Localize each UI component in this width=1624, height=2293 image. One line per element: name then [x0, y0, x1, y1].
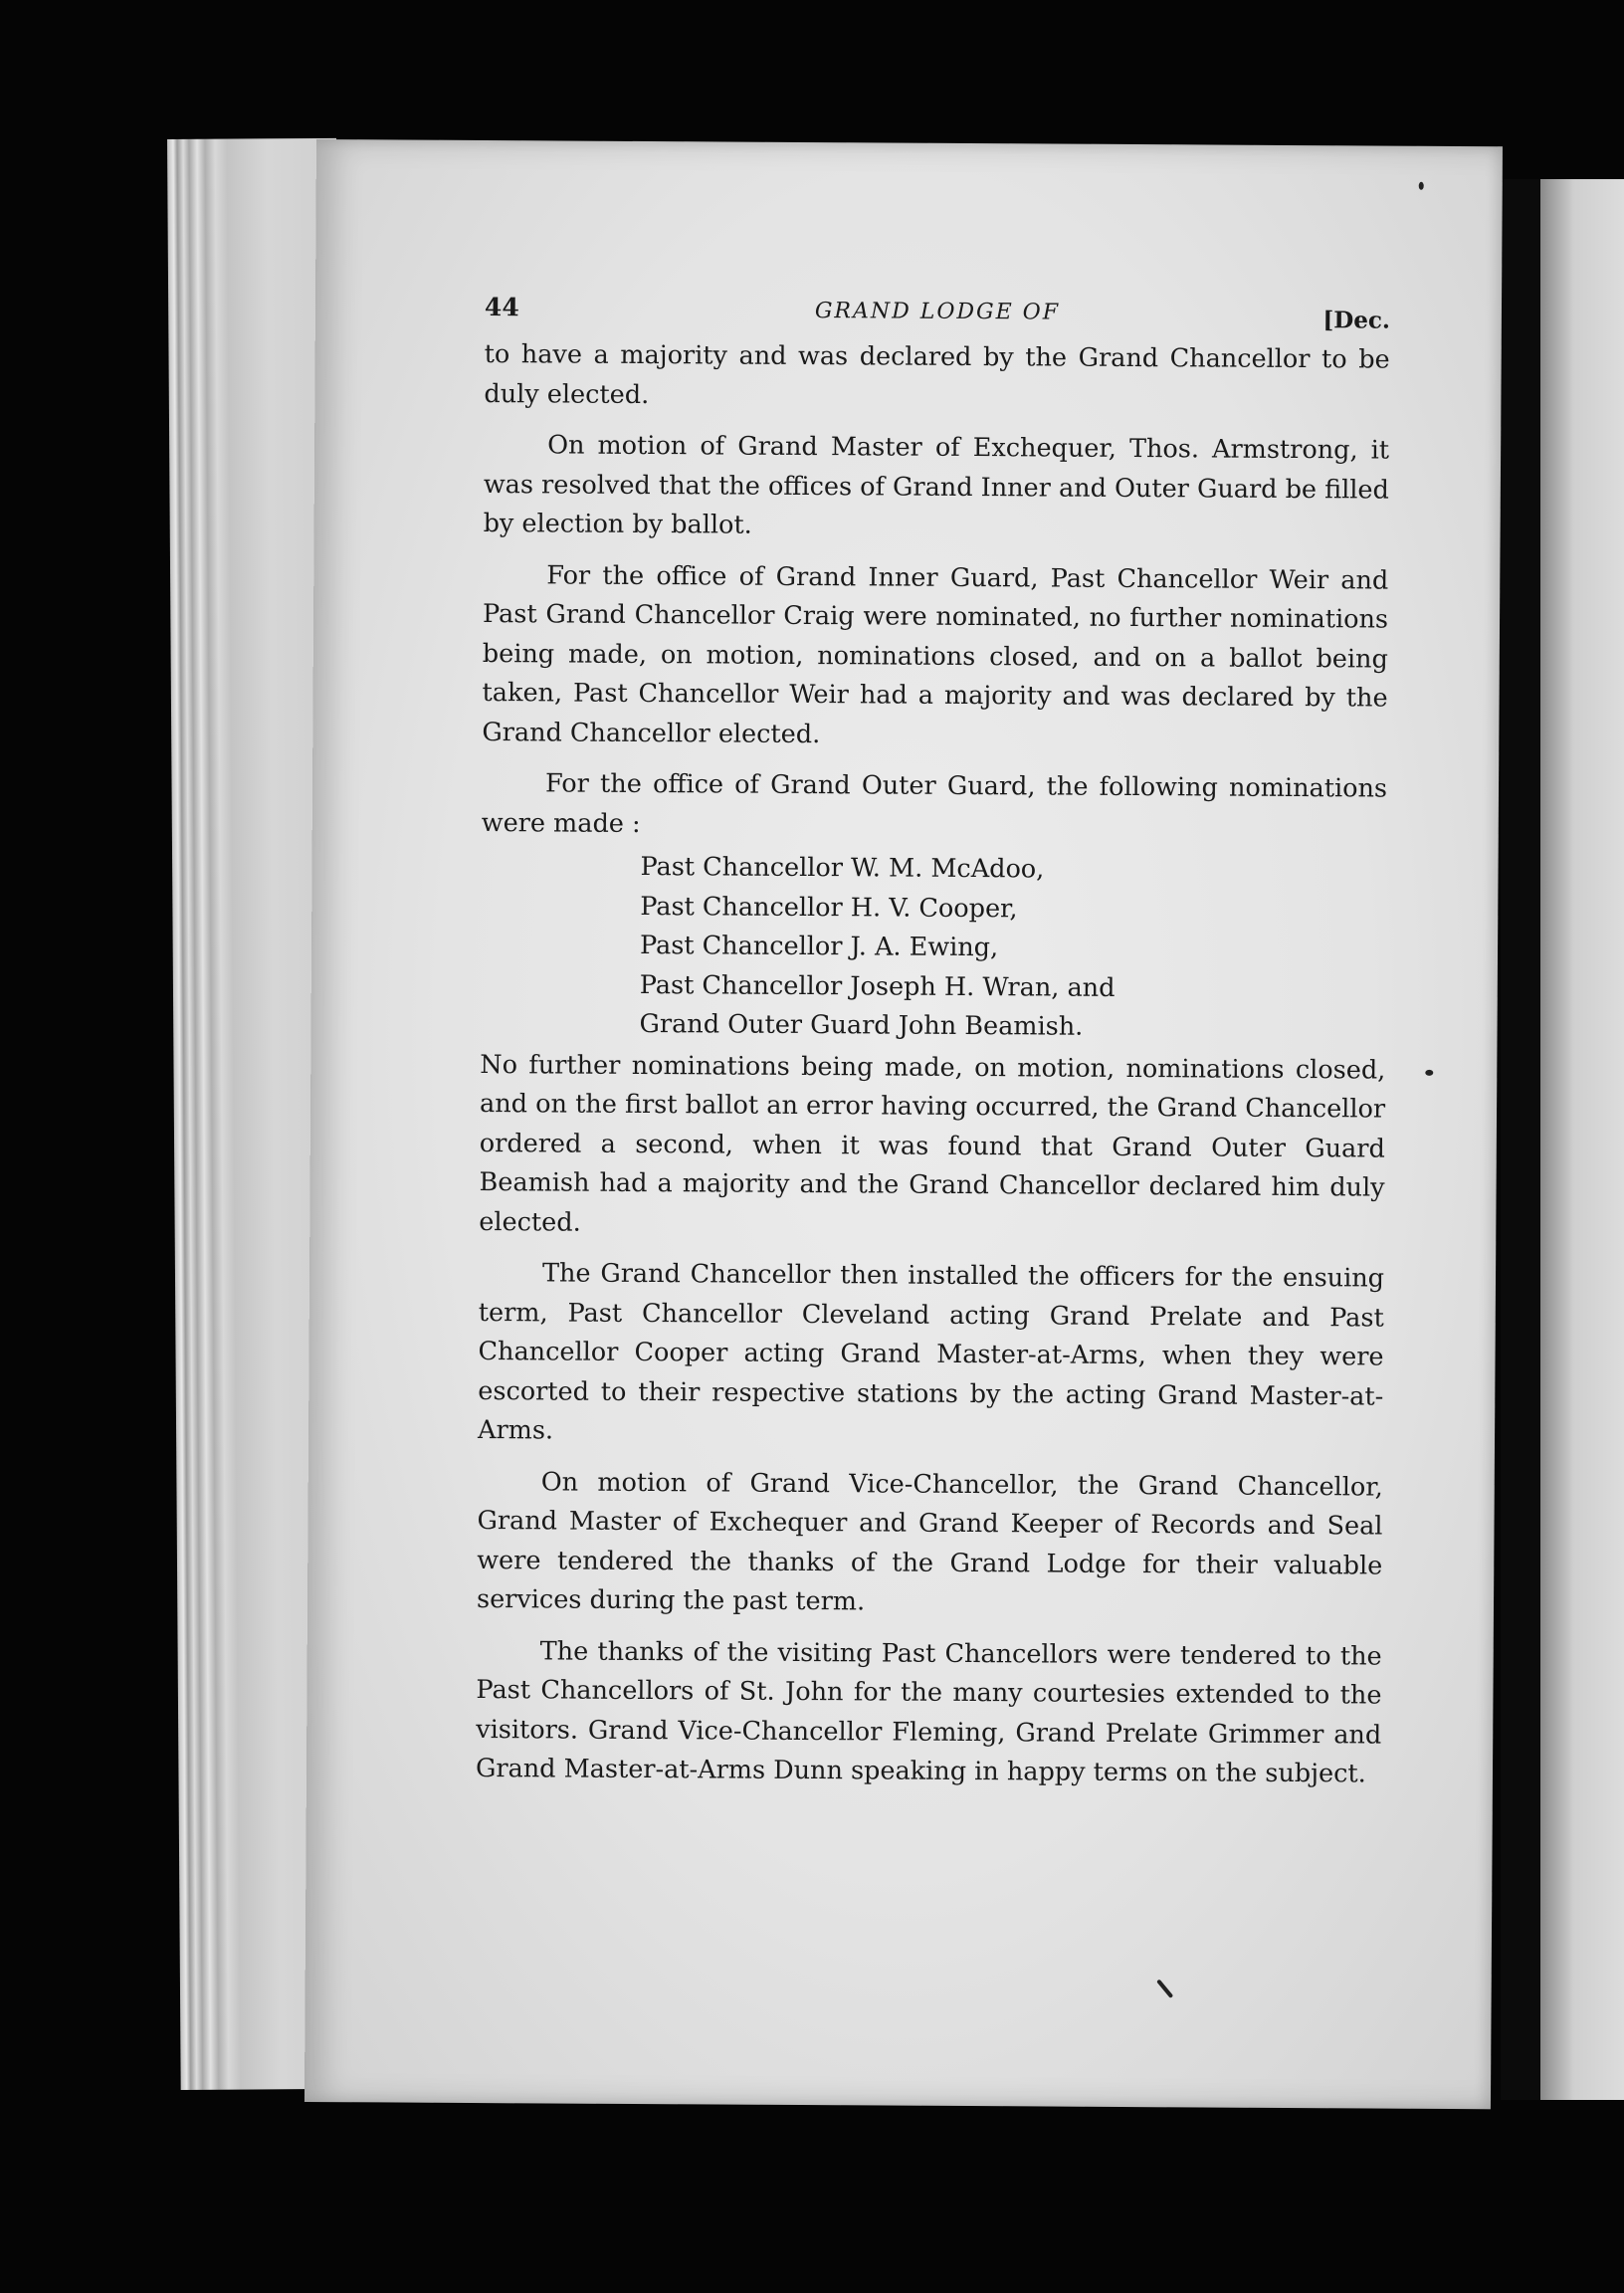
paragraph-5: No further nominations being made, on motion, nominations closed, and on the first ballot an error having occurred, the Grand Chancellor ordered a second, when it was found that Grand Outer Guard Beamish had a majority and the Grand Chancellor declared him duly elected. — [479, 1049, 1386, 1238]
facing-page-edge — [1540, 179, 1624, 2100]
paragraph-3: For the office of Grand Inner Guard, Past Chancellor Weir and Past Grand Chancellor Craig were nominated, no further nominations being made, on motion, nominations closed, and on a ballot being taken, Past Chancellor Weir had a majority and was declared by the Grand Chancellor elected. — [482, 559, 1389, 749]
nominee-item: Grand Outer Guard John Beamish. — [639, 1008, 1084, 1042]
nominee-item: Past Chancellor W. M. McAdoo, — [640, 852, 1045, 885]
ink-speck — [1156, 1979, 1173, 1997]
ink-speck — [1425, 1070, 1433, 1076]
nominee-item: Past Chancellor Joseph H. Wran, and — [639, 969, 1116, 1003]
paragraph-8: The thanks of the visiting Past Chancellors were tendered to the Past Chancellors of St. John for the many courtesies extended to the visitors. Grand Vice-Chancellor Fleming, Grand Prelate Grimmer and Grand Master-at-Arms Dunn speaking in happy terms on the subject. — [475, 1635, 1382, 1789]
date-label: [Dec. — [1322, 307, 1390, 334]
paragraph-4: For the office of Grand Outer Guard, the following nominations were made : — [481, 768, 1388, 839]
paragraph-2: On motion of Grand Master of Exchequer, Thos. Armstrong, it was resolved that the offices of Grand Inner and Outer Guard be filled by election by ballot. — [483, 430, 1390, 540]
nominee-item: Past Chancellor H. V. Cooper, — [640, 891, 1018, 924]
book-page — [304, 139, 1503, 2109]
running-title: GRAND LODGE OF — [814, 299, 1061, 325]
paragraph-7: On motion of Grand Vice-Chancellor, the Grand Chancellor, Grand Master of Exchequer and Grand Keeper of Records and Seal were tendered the thanks of the Grand Lodge for their valuable services during the past term. — [476, 1466, 1383, 1617]
gutter-shadow — [1501, 179, 1540, 2100]
paragraph-6: The Grand Chancellor then installed the officers for the ensuing term, Past Chancellor Cleveland acting Grand Prelate and Past Chancellor Cooper acting Grand Master-at-Arms, when they were escorted to their respective stations by the acting Grand Master-at-Arms. — [477, 1258, 1385, 1446]
nominee-list — [480, 847, 1386, 1049]
page-number: 44 — [484, 293, 519, 322]
paragraph-1: to have a majority and was declared by the Grand Chancellor to be duly elected. — [484, 339, 1390, 410]
page-text — [476, 288, 1390, 1806]
nominee-item: Past Chancellor J. A. Ewing, — [639, 931, 999, 963]
ink-speck — [1419, 182, 1424, 190]
running-head — [485, 288, 1390, 341]
